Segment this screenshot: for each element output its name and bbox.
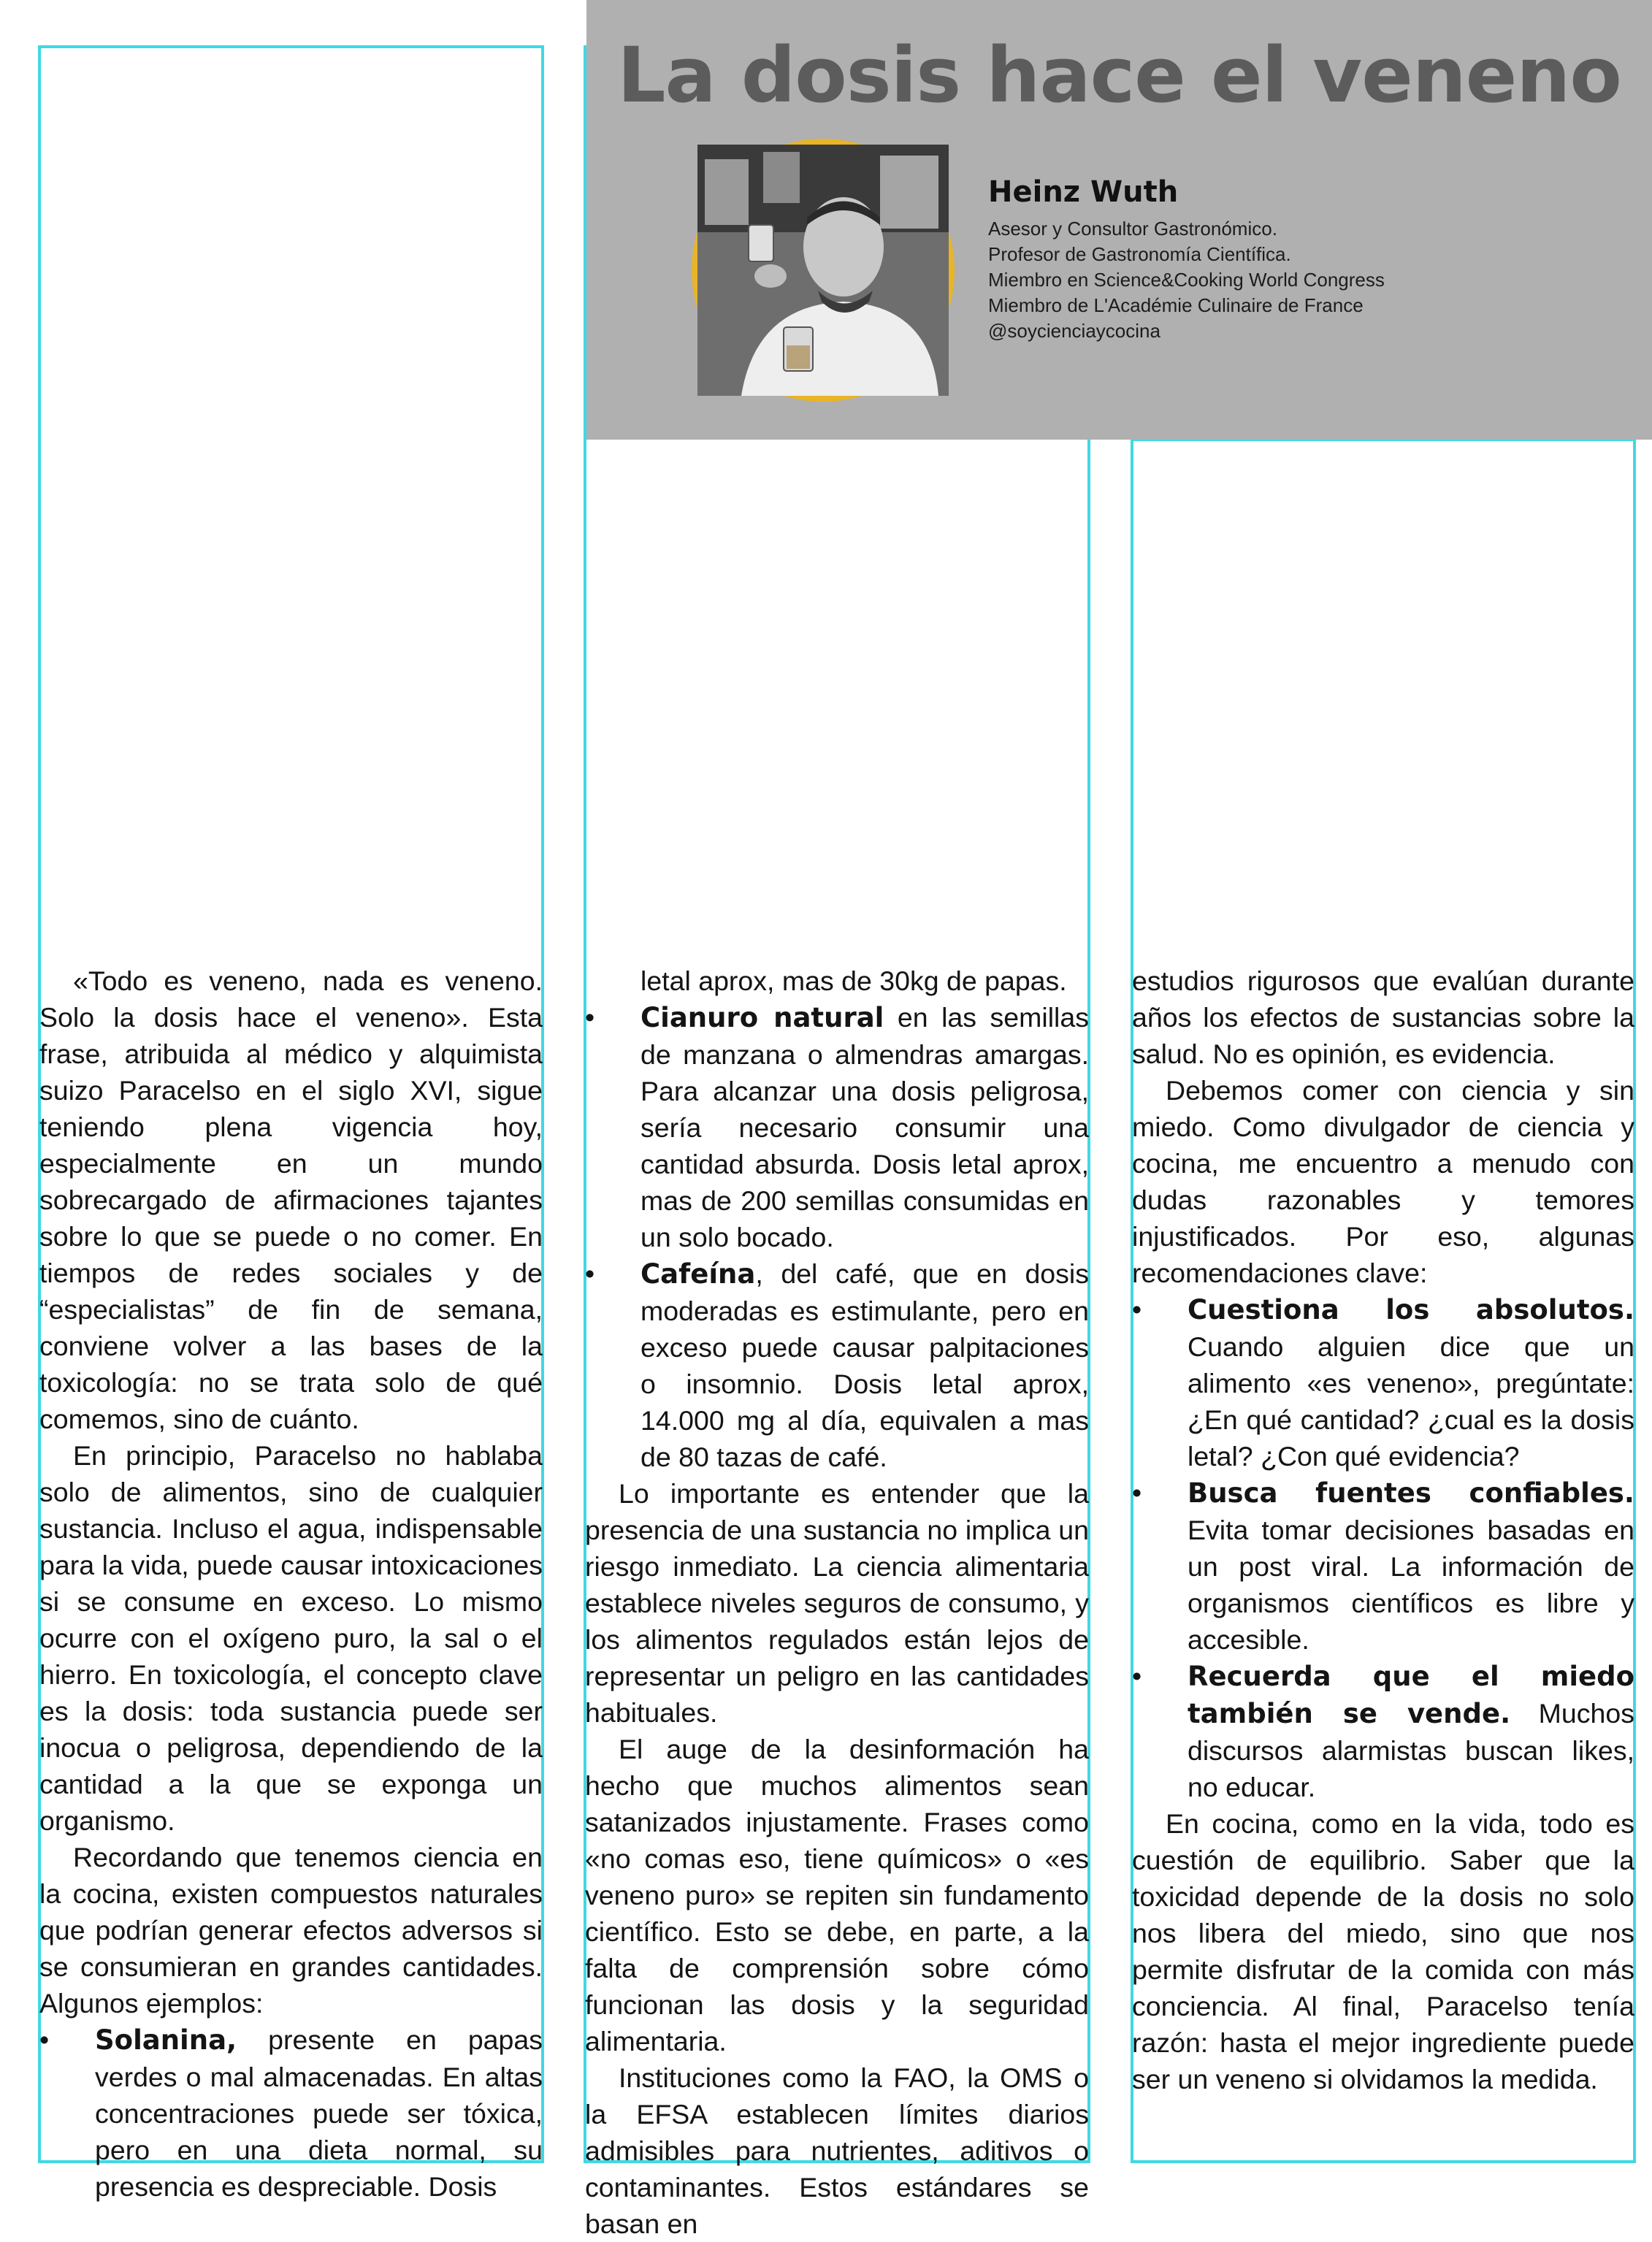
list-item-text: , del café, que en dosis moderadas es estimulante, pero en exceso puede causar palpitaciones o insomnio. Dosis letal aprox, 14.000 mg al día, equivalen a mas de 80 tazas de café.	[640, 1258, 1089, 1472]
paragraph: En cocina, como en la vida, todo es cuestión de equilibrio. Saber que la toxicidad depende de la dosis no solo nos libera del miedo, sino que nos permite disfrutar de la comida con más conciencia. Al final, Paracelso tenía razón: hasta el mejor ingrediente puede ser un veneno si olvidamos la medida.	[1132, 1808, 1634, 2094]
list-item-text: presente en papas verdes o mal almacenadas. En altas concentraciones puede ser tóxica, pero en una dieta normal, su presencia es despreciable. Dosis	[95, 2024, 543, 2202]
paragraph: Debemos comer con ciencia y sin miedo. Como divulgador de ciencia y cocina, me encuentro a menudo con dudas razonables y temores injustificados. Por eso, algunas recomendaciones clave:	[1132, 1075, 1634, 1288]
bullet-icon: •	[39, 2024, 50, 2055]
article-header	[586, 0, 1652, 440]
bullet-icon: •	[585, 1258, 595, 1289]
bullet-icon: •	[585, 1002, 595, 1033]
author-line: Miembro en Science&Cooking World Congress	[988, 269, 1385, 291]
list-item-term: Cuestiona los absolutos.	[1188, 1294, 1634, 1325]
article-column-3	[1132, 963, 1634, 2163]
paragraph: Recordando que tenemos ciencia en la cocina, existen compuestos naturales que podrían generar efectos adversos si se consumieran en grandes cantidades. Algunos ejemplos:	[39, 1842, 543, 2019]
list-item-term: Cianuro natural	[640, 1002, 884, 1033]
author-social-handle: @soycienciaycocina	[988, 320, 1160, 342]
author-photo	[692, 139, 955, 402]
author-line: Asesor y Consultor Gastronómico.	[988, 218, 1277, 240]
examples-list	[585, 963, 1089, 1475]
list-item-term: Solanina,	[95, 2024, 237, 2056]
bullet-icon: •	[1132, 1661, 1142, 1691]
list-item-text: Evita tomar decisiones basadas en un post viral. La información de organismos científicos es libre y accesible.	[1188, 1515, 1634, 1655]
list-item	[1132, 1658, 1634, 1805]
article-column-2	[585, 963, 1089, 2239]
bullet-icon: •	[1132, 1294, 1142, 1325]
list-item-text: Cuando alguien dice que un alimento «es veneno», pregúntate: ¿En qué cantidad? ¿cual es la dosis letal? ¿Con qué evidencia?	[1188, 1331, 1634, 1472]
list-item	[39, 2021, 543, 2205]
list-item-continued	[585, 963, 1089, 999]
paragraph: El auge de la desinformación ha hecho que muchos alimentos sean satanizados injustamente. Frases como «no comas eso, tiene químicos» o «es veneno puro» se repiten sin fundamento científico. Esto se debe, en parte, a la falta de comprensión sobre cómo funcionan las dosis y la seguridad alimentaria.	[585, 1734, 1089, 2057]
list-item	[1132, 1474, 1634, 1658]
list-item-term: Busca fuentes confiables.	[1188, 1477, 1634, 1509]
article-column-1	[39, 963, 543, 2202]
paragraph: En principio, Paracelso no hablaba solo de alimentos, sino de cualquier sustancia. Incluso el agua, indispensable para la vida, puede causar intoxicaciones si se consume en exceso. Lo mismo ocurre con el oxígeno puro, la sal o el hierro. En toxicología, el concepto clave es la dosis: toda sustancia puede ser inocua o peligrosa, dependiendo de la cantidad a la que se exponga un organismo.	[39, 1440, 543, 1836]
author-line: Miembro de L'Académie Culinaire de France	[988, 294, 1364, 316]
recommendations-list	[1132, 1291, 1634, 1805]
list-item-text: en las semillas de manzana o almendras amargas. Para alcanzar una dosis peligrosa, sería necesario consumir una cantidad absurda. Dosis letal aprox, mas de 200 semillas consumidas en un solo bocado.	[640, 1002, 1089, 1252]
article-title: La dosis hace el veneno	[617, 31, 1621, 120]
paragraph-continued: estudios rigurosos que evalúan durante años los efectos de sustancias sobre la salud. No es opinión, es evidencia.	[1132, 965, 1634, 1069]
list-item-text: letal aprox, mas de 30kg de papas.	[640, 965, 1067, 996]
paragraph: Instituciones como la FAO, la OMS o la EFSA establecen límites diarios admisibles para nutrientes, aditivos o contaminantes. Estos estándares se basan en	[585, 2062, 1089, 2239]
paragraph: Lo importante es entender que la presencia de una sustancia no implica un riesgo inmediato. La ciencia alimentaria establece niveles seguros de consumo, y los alimentos regulados están lejos de representar un peligro en las cantidades habituales.	[585, 1478, 1089, 1728]
author-line: Profesor de Gastronomía Científica.	[988, 243, 1291, 265]
list-item-term: Cafeína	[640, 1258, 756, 1290]
list-item	[585, 999, 1089, 1255]
examples-list	[39, 2021, 543, 2205]
list-item	[1132, 1291, 1634, 1474]
author-portrait-illustration	[697, 145, 949, 396]
author-name: Heinz Wuth	[988, 175, 1179, 209]
author-bio	[988, 175, 1631, 344]
list-item-text: Muchos discursos alarmistas buscan likes, no educar.	[1188, 1698, 1634, 1802]
list-item-term: Recuerda que el miedo también se vende.	[1188, 1661, 1634, 1729]
bullet-icon: •	[1132, 1477, 1142, 1508]
list-item	[585, 1255, 1089, 1475]
paragraph: «Todo es veneno, nada es veneno. Solo la dosis hace el veneno». Esta frase, atribuida al médico y alquimista suizo Paracelso en el siglo XVI, sigue teniendo plena vigencia hoy, especialmente en un mundo sobrecargado de afirmaciones tajantes sobre lo que se puede o no comer. En tiempos de redes sociales y de “especialistas” de fin de semana, conviene volver a las bases de la toxicología: no se trata solo de qué comemos, sino de cuánto.	[39, 965, 543, 1434]
